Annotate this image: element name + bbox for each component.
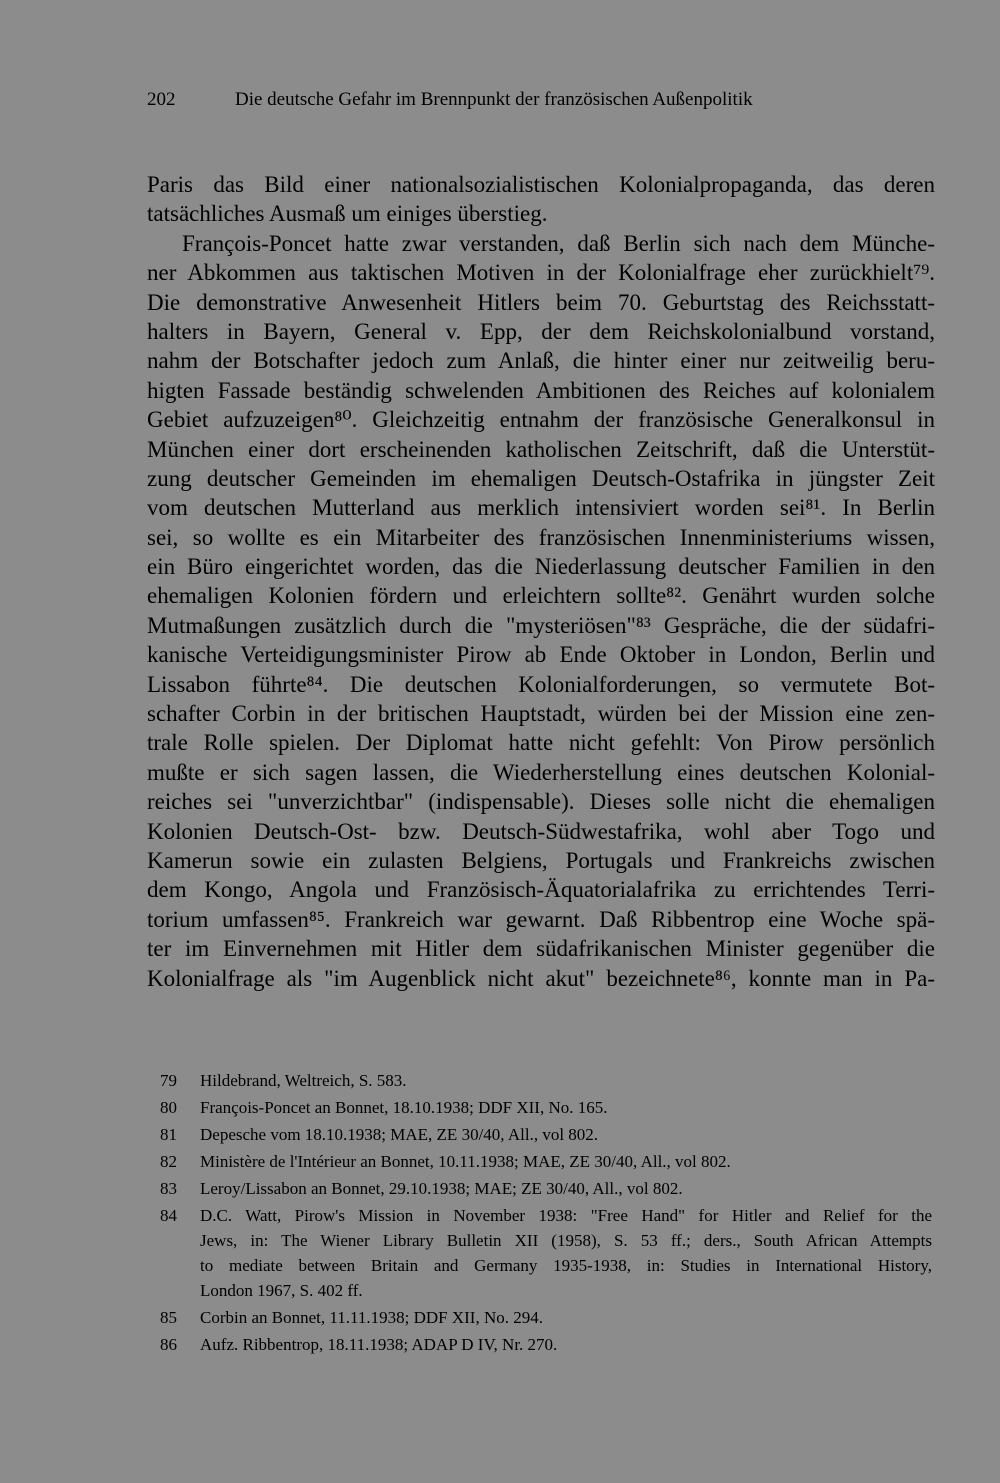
text-line: vom deutschen Mutterland aus merklich intensiviert worden sei⁸¹. In Berlin: [147, 495, 935, 521]
footnote-number: 81: [160, 1125, 177, 1144]
text-line: Die demonstrative Anwesenheit Hitlers beim 70. Geburtstag des Reichsstatt-: [147, 289, 935, 315]
footnote-text: D.C. Watt, Pirow's Mission in November 1938: "Free Hand" for Hitler and Relief for the: [200, 1206, 932, 1225]
footnote-82: [160, 1149, 932, 1174]
text-line: reiches sei "unverzichtbar" (indispensable). Dieses solle nicht die ehemaligen: [147, 789, 935, 815]
footnote-text: London 1967, S. 402 ff.: [200, 1281, 363, 1300]
footnote-text: to mediate between Britain and Germany 1935-1938, in: Studies in International History,: [200, 1256, 932, 1275]
text-line: Lissabon führte⁸⁴. Die deutschen Kolonialforderungen, so vermutete Bot-: [147, 671, 935, 697]
footnote-text: Hildebrand, Weltreich, S. 583.: [200, 1071, 407, 1090]
footnote-text: Jews, in: The Wiener Library Bulletin XII (1958), S. 53 ff.; ders., South African Attempts: [200, 1231, 932, 1250]
body-text: [147, 170, 935, 993]
text-line: tatsächliches Ausmaß um einiges überstieg.: [147, 201, 548, 227]
text-line: torium umfassen⁸⁵. Frankreich war gewarnt. Daß Ribbentrop eine Woche spä-: [147, 906, 935, 932]
footnote-84: [160, 1203, 932, 1303]
text-line: schafter Corbin in der britischen Hauptstadt, würden bei der Mission eine zen-: [147, 701, 935, 727]
text-line: nahm der Botschafter jedoch zum Anlaß, die hinter einer nur zeitweilig beru-: [147, 348, 935, 374]
text-line: trale Rolle spielen. Der Diplomat hatte nicht gefehlt: Von Pirow persönlich: [147, 730, 935, 756]
text-line: Kamerun sowie ein zulasten Belgiens, Portugals und Frankreichs zwischen: [147, 847, 935, 873]
footnote-number: 80: [160, 1098, 177, 1117]
text-line: François-Poncet hatte zwar verstanden, daß Berlin sich nach dem Münche-: [182, 230, 935, 256]
text-line: Kolonialfrage als "im Augenblick nicht akut" bezeichnete⁸⁶, konnte man in Pa-: [147, 965, 935, 991]
text-line: zung deutscher Gemeinden im ehemaligen Deutsch-Ostafrika in jüngster Zeit: [147, 465, 935, 491]
footnote-text: Aufz. Ribbentrop, 18.11.1938; ADAP D IV, Nr. 270.: [200, 1335, 558, 1354]
footnote-number: 83: [160, 1179, 177, 1198]
footnote-80: [160, 1095, 932, 1120]
footnote-number: 79: [160, 1071, 177, 1090]
text-line: sei, so wollte es ein Mitarbeiter des französischen Innenministeriums wissen,: [147, 524, 935, 550]
footnote-text: Ministère de l'Intérieur an Bonnet, 10.11.1938; MAE, ZE 30/40, All., vol 802.: [200, 1152, 731, 1171]
footnote-text: Leroy/Lissabon an Bonnet, 29.10.1938; MAE; ZE 30/40, All., vol 802.: [200, 1179, 683, 1198]
text-line: ein Büro eingerichtet worden, das die Niederlassung deutscher Familien in den: [147, 554, 935, 580]
text-line: kanische Verteidigungsminister Pirow ab Ende Oktober in London, Berlin und: [147, 642, 935, 668]
text-line: dem Kongo, Angola und Französisch-Äquatorialafrika zu errichtendes Terri-: [147, 877, 935, 903]
text-line: München einer dort erscheinenden katholischen Zeitschrift, daß die Unterstüt-: [147, 436, 935, 462]
footnote-text: Depesche vom 18.10.1938; MAE, ZE 30/40, All., vol 802.: [200, 1125, 599, 1144]
footnote-number: 82: [160, 1152, 177, 1171]
text-line: Mutmaßungen zusätzlich durch die "mysteriösen"⁸³ Gespräche, die der südafri-: [147, 612, 935, 638]
footnote-83: [160, 1176, 932, 1201]
page-number: 202: [147, 89, 176, 110]
footnote-number: 86: [160, 1335, 177, 1354]
footnote-86: [160, 1332, 932, 1357]
running-head: [147, 87, 867, 113]
text-line: ner Abkommen aus taktischen Motiven in der Kolonialfrage eher zurückhielt⁷⁹.: [147, 260, 935, 286]
footnote-85: [160, 1305, 932, 1330]
footnotes: [160, 1068, 932, 1359]
text-line: ehemaligen Kolonien fördern und erleichtern sollte⁸². Genährt wurden solche: [147, 583, 935, 609]
running-title: Die deutsche Gefahr im Brennpunkt der französischen Außenpolitik: [235, 89, 753, 110]
footnote-text: François-Poncet an Bonnet, 18.10.1938; DDF XII, No. 165.: [200, 1098, 608, 1117]
text-line: Paris das Bild einer nationalsozialistischen Kolonialpropaganda, das deren: [147, 172, 935, 197]
text-line: higten Fassade beständig schwelenden Ambitionen des Reiches auf kolonialem: [147, 377, 935, 403]
footnote-number: 84: [160, 1206, 177, 1225]
footnote-text: Corbin an Bonnet, 11.11.1938; DDF XII, No. 294.: [200, 1308, 543, 1327]
text-line: Kolonien Deutsch-Ost- bzw. Deutsch-Südwestafrika, wohl aber Togo und: [147, 818, 935, 844]
text-line: Gebiet aufzuzeigen⁸⁰. Gleichzeitig entnahm der französische Generalkonsul in: [147, 407, 935, 433]
text-line: halters in Bayern, General v. Epp, der dem Reichskolonialbund vorstand,: [147, 318, 935, 344]
text-line: ter im Einvernehmen mit Hitler dem südafrikanischen Minister gegenüber die: [147, 936, 935, 962]
footnote-79: [160, 1068, 932, 1093]
footnote-81: [160, 1122, 932, 1147]
text-line: mußte er sich sagen lassen, die Wiederherstellung eines deutschen Kolonial-: [147, 759, 935, 785]
footnote-number: 85: [160, 1308, 177, 1327]
